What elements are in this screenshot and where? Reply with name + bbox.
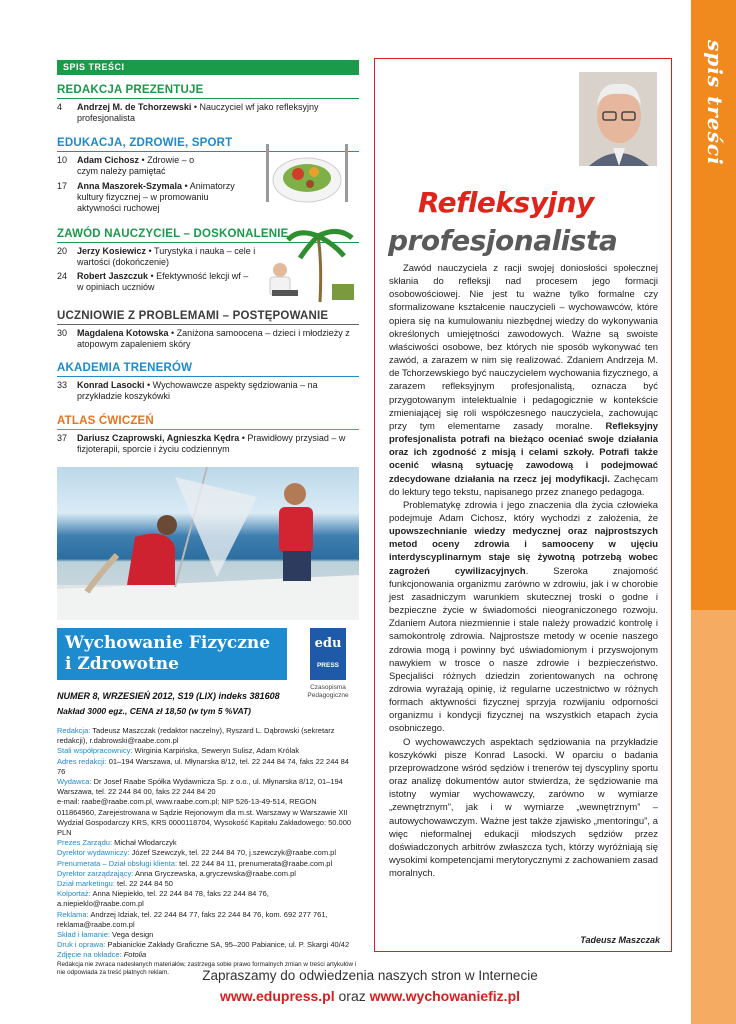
section-rule bbox=[57, 429, 359, 430]
article-author: Tadeusz Maszczak bbox=[580, 935, 660, 945]
section-title-uczniowie bbox=[57, 310, 328, 322]
page-number: 4 bbox=[57, 102, 63, 112]
entry-title: • Zaniżona samoocena – dzieci i młodzieży z atopowym zapaleniem skóry bbox=[77, 328, 350, 349]
section-title-text: REDAKCJA PREZENTUJE bbox=[57, 84, 204, 96]
toc-entry[interactable] bbox=[57, 102, 347, 124]
imprint-line: Dyrektor wydawniczy: Józef Szewczyk, tel. 22 244 84 70, j.szewczyk@raabe.com.pl bbox=[57, 848, 336, 858]
entry-title: • Prawidłowy przysiad – w fizjoterapii, sporcie i życiu codziennym bbox=[77, 433, 346, 454]
section-rule bbox=[57, 376, 359, 377]
section-rule bbox=[57, 98, 359, 99]
sailing-scene bbox=[57, 467, 359, 620]
section-title-text: UCZNIOWIE Z PROBLEMAMI – POSTĘPOWANIE bbox=[57, 310, 329, 322]
edupress-logo bbox=[310, 628, 346, 680]
section-rule bbox=[57, 324, 359, 325]
issue-line: NUMER 8, WRZESIEŃ 2012, S19 (LIX) indeks 381608 bbox=[57, 691, 280, 701]
entry-title: • Animatorzy kultury fizycznej – w promowaniu aktywności ruchowej bbox=[77, 181, 235, 213]
magazine-logo bbox=[57, 628, 287, 680]
toc-entry[interactable] bbox=[57, 181, 252, 214]
section-title-redakcja bbox=[57, 84, 204, 96]
entry-author: Konrad Lasocki bbox=[77, 380, 145, 390]
imprint-line: e-mail: raabe@raabe.com.pl, www.raabe.com.pl; NIP 526-13-49-514, REGON 011864960, Zarejestrowana w Sądzie Rejonowym dla m.st. Warszawy w Warszawie XII Wydział Gospodarczy KRS, KRS 0000118704, Wysokość Kapitału Zakładowego: 50.000 PLN bbox=[57, 797, 352, 838]
entry-author: Andrzej M. de Tchorzewski bbox=[77, 102, 192, 112]
section-title-text: AKADEMIA TRENERÓW bbox=[57, 362, 193, 374]
article-paragraph: Zawód nauczyciela z racji swojej doniosłości społecznej skłania do refleksji nad procesem jego formacji osobowościowej. Nie jest tu ważne tylko formalne czy sformalizowane kształcenie nauczycieli – wychowawców, które opiera się na kumulowaniu niezbędnej wiedzy do wykonywania określonych umiejętności zawodowych. Ważne są swoiste właściwości osobowe, bez których nie sposób wykonywać ten zawód, a zarazem w nim się realizować. Zdaniem Andrzeja M. de Tchorzewskiego być nauczycielem wychowania fizycznego, a zarazem refleksyjnym profesjonalistą, oznacza być przygotowanym intelektualnie i pedagogicznie w kontekście zmieniającej się roli współczesnego nauczyciela, zachowując przy tym elementarne zasady moralne. Refleksyjny profesjonalista potrafi na bieżąco oceniać swoje działania oraz ich zgodność z misją i celami szkoły. Potrafi także ocenić własną sytuację zawodową i podejmować zdecydowane działania na rzecz jej modyfikacji. Zachęcam do lektury tego tekstu, napisanego przez znanego pedagoga. bbox=[389, 263, 658, 498]
entry-author: Jerzy Kosiewicz bbox=[77, 246, 147, 256]
side-band bbox=[691, 0, 736, 1024]
toc-entry[interactable] bbox=[57, 433, 359, 455]
edupress-subtitle bbox=[298, 684, 358, 700]
magazine-title-line2: i Zdrowotne bbox=[65, 654, 179, 674]
imprint-line: Prenumerata – Dział obsługi klienta: tel. 22 244 84 11, prenumerata@raabe.com.pl bbox=[57, 858, 333, 868]
footer-conjunction: oraz bbox=[334, 988, 370, 1004]
section-title-text: ZAWÓD NAUCZYCIEL – DOSKONALENIE bbox=[57, 228, 289, 240]
imprint-note: Redakcja nie zwraca nadesłanych materiałów, zastrzega sobie prawo formalnych zmian w treści artykułów i nie odpowiada za treść płatnych reklam. bbox=[57, 960, 357, 976]
imprint-line: Dyrektor zarządzający: Anna Gryczewska, a.gryczewska@raabe.com.pl bbox=[57, 868, 296, 878]
section-title-atlas bbox=[57, 415, 154, 427]
imprint-line: Redakcja: Tadeusz Maszczak (redaktor naczelny), Ryszard L. Dąbrowski (sekretarz redakcji), r.dabrowski@raabe.com.pl bbox=[57, 726, 335, 746]
page-number: 17 bbox=[57, 181, 68, 191]
author-portrait bbox=[579, 72, 657, 166]
imprint-line: Prezes Zarządu: Michał Włodarczyk bbox=[57, 838, 177, 848]
toc-header: SPIS TREŚCI bbox=[57, 60, 359, 75]
toc-entry[interactable] bbox=[57, 328, 359, 350]
toc-entry[interactable] bbox=[57, 246, 257, 268]
edupress-link[interactable]: www.edupress.pl bbox=[219, 988, 335, 1004]
imprint-line: Zdjęcie na okładce: Fotolia bbox=[57, 950, 147, 960]
imprint-line: Stali współpracownicy: Wirginia Karpińska, Seweryn Sulisz, Adam Królak bbox=[57, 746, 300, 756]
article-paragraph: Problematykę zdrowia i jego znaczenia dla życia człowieka podejmuje Adam Cichosz, który wychodzi z założenia, że upowszechnianie wiedzy medycznej oraz najprostszych metod oceny zdrowia i samooceny w ujęciu interdyscyplinarnym staje się żywotną potrzebą wobec zagrożeń cywilizacyjnych. Szeroka znajomość funkcjonowania organizmu zarówno w zdrowiu, jak i w chorobie jest zasadniczym warunkiem skutecznej troski o godne i bezpieczne życie w świadomości nieograniczonego rozwoju. Zdaniem Autora niezmiennie i stale należy prowadzić kontrolę i samokontrolę zdrowia. Najprostsze metody w ocenie naszego zdrowia mogą i powinny być uświadomionym i przyswojonym nawykiem w trosce o nasze zdrowie i bezpieczeństwo. Specjaliści różnych dziedzin zorientowanych na ochronę zdrowia wyrażają opinię, iż regularne uczestnictwo w różnych formach aktywności fizycznej sprzyja rozwijaniu odporności organizmu i kondycji fizycznej na wszystkich etapach życia osobniczego. bbox=[389, 499, 658, 735]
toc-entry[interactable] bbox=[57, 155, 207, 177]
section-title-zawod bbox=[57, 228, 289, 240]
magazine-title-line1: Wychowanie Fizyczne bbox=[65, 633, 271, 653]
page-number: 30 bbox=[57, 328, 68, 338]
page-number: 20 bbox=[57, 246, 68, 256]
entry-title: • Efektywność lekcji wf – w opiniach uczniów bbox=[77, 271, 249, 292]
side-label: spis treści bbox=[703, 40, 727, 166]
article-body bbox=[389, 262, 658, 880]
imprint-line: Kolportaż: Anna Niepiekło, tel. 22 244 84 78, faks 22 244 84 76, a.niepieklo@raabe.com.pl bbox=[57, 889, 269, 909]
imprint bbox=[57, 726, 357, 977]
article-title-line2: profesjonalista bbox=[388, 224, 618, 257]
imprint-line: Wydawca: Dr Josef Raabe Spółka Wydawnicza Sp. z o.o., ul. Młynarska 8/12, 01–194 Warszawa, tel. 22 244 84 00, faks 22 244 84 20 bbox=[57, 777, 343, 797]
article-title-line1: Refleksyjny bbox=[418, 186, 594, 219]
section-title-text: EDUKACJA, ZDROWIE, SPORT bbox=[57, 137, 233, 149]
healthy-plate-illustration bbox=[252, 134, 356, 214]
imprint-line: Dział marketingu: tel. 22 244 84 50 bbox=[57, 879, 173, 889]
section-title-edukacja bbox=[57, 137, 232, 149]
wychowaniefiz-link[interactable]: www.wychowaniefiz.pl bbox=[369, 988, 521, 1004]
author-photo bbox=[579, 72, 657, 166]
edupress-logo-press: PRESS bbox=[316, 662, 340, 669]
imprint-line: Reklama: Andrzej Idziak, tel. 22 244 84 77, faks 22 244 84 76, kom. 692 277 761, reklama@raabe.com.pl bbox=[57, 909, 328, 929]
section-title-text: ATLAS ĆWICZEŃ bbox=[57, 415, 154, 427]
toc-entry[interactable] bbox=[57, 380, 359, 402]
page-number: 10 bbox=[57, 155, 68, 165]
entry-author: Adam Cichosz bbox=[77, 155, 140, 165]
page-number: 33 bbox=[57, 380, 68, 390]
entry-author: Magdalena Kotowska bbox=[77, 328, 169, 338]
article-paragraph: O wychowawczych aspektach sędziowania na przykładzie koszykówki pisze Konrad Lasocki. W oparciu o badania przeprowadzone wśród sędziów i trenerów tej dyscypliny sportu oraz analizę dokumentów autor stwierdza, że sędziowanie ma istotny wymiar wychowawczy, zarówno w wymiarze „zewnętrznym”, jak i w wymiarze „wewnętrznym” – autowychowawczym. Ważne jest także zjawisko „mentoringu”, a więc nieformalnej edukacji młodszych sędziów przez doświadczonych arbitrów zwłaszcza tych, którzy wyróżniają się wysokimi kompetencjami merytorycznymi z zachowaniem zasad moralnych. bbox=[389, 736, 658, 880]
palm-laptop-illustration bbox=[258, 222, 358, 304]
toc-entry[interactable] bbox=[57, 271, 257, 293]
side-band-light bbox=[691, 610, 736, 1024]
issue-circulation: Nakład 3000 egz., CENA zł 18,50 (w tym 5 %VAT) bbox=[57, 706, 251, 716]
footer-links bbox=[90, 988, 650, 1004]
entry-author: Anna Maszorek-Szymala bbox=[77, 181, 183, 191]
footer-invite: Zapraszamy do odwiedzenia naszych stron w Internecie bbox=[202, 968, 538, 983]
edupress-subtitle-2: Pedagogiczne bbox=[307, 692, 349, 699]
imprint-line: Adres redakcji: 01–194 Warszawa, ul. Młynarska 8/12, tel. 22 244 84 74, faks 22 244 84 76 bbox=[57, 756, 349, 776]
entry-title: • Wychowawcze aspekty sędziowania – na przykładzie koszykówki bbox=[77, 380, 318, 401]
entry-title: • Zdrowie – o czym należy pamiętać bbox=[77, 155, 195, 176]
entry-author: Robert Jaszczuk bbox=[77, 271, 149, 281]
sailing-photo bbox=[57, 467, 359, 620]
page-number: 37 bbox=[57, 433, 68, 443]
page-number: 24 bbox=[57, 271, 68, 281]
entry-author: Dariusz Czaprowski, Agnieszka Kędra bbox=[77, 433, 240, 443]
entry-title: • Turystyka i nauka – cele i wartości (dokończenie) bbox=[77, 246, 256, 267]
edupress-logo-edu: edu bbox=[314, 636, 342, 651]
edupress-subtitle-1: Czasopisma bbox=[310, 684, 346, 691]
section-title-akademia bbox=[57, 362, 192, 374]
imprint-line: Druk i oprawa: Pabianickie Zakłady Graficzne SA, 95–200 Pabianice, ul. P. Skargi 40/42 bbox=[57, 940, 350, 950]
entry-title: • Nauczyciel wf jako refleksyjny profesjonalista bbox=[77, 102, 319, 123]
imprint-line: Skład i łamanie: Vega design bbox=[57, 930, 154, 940]
